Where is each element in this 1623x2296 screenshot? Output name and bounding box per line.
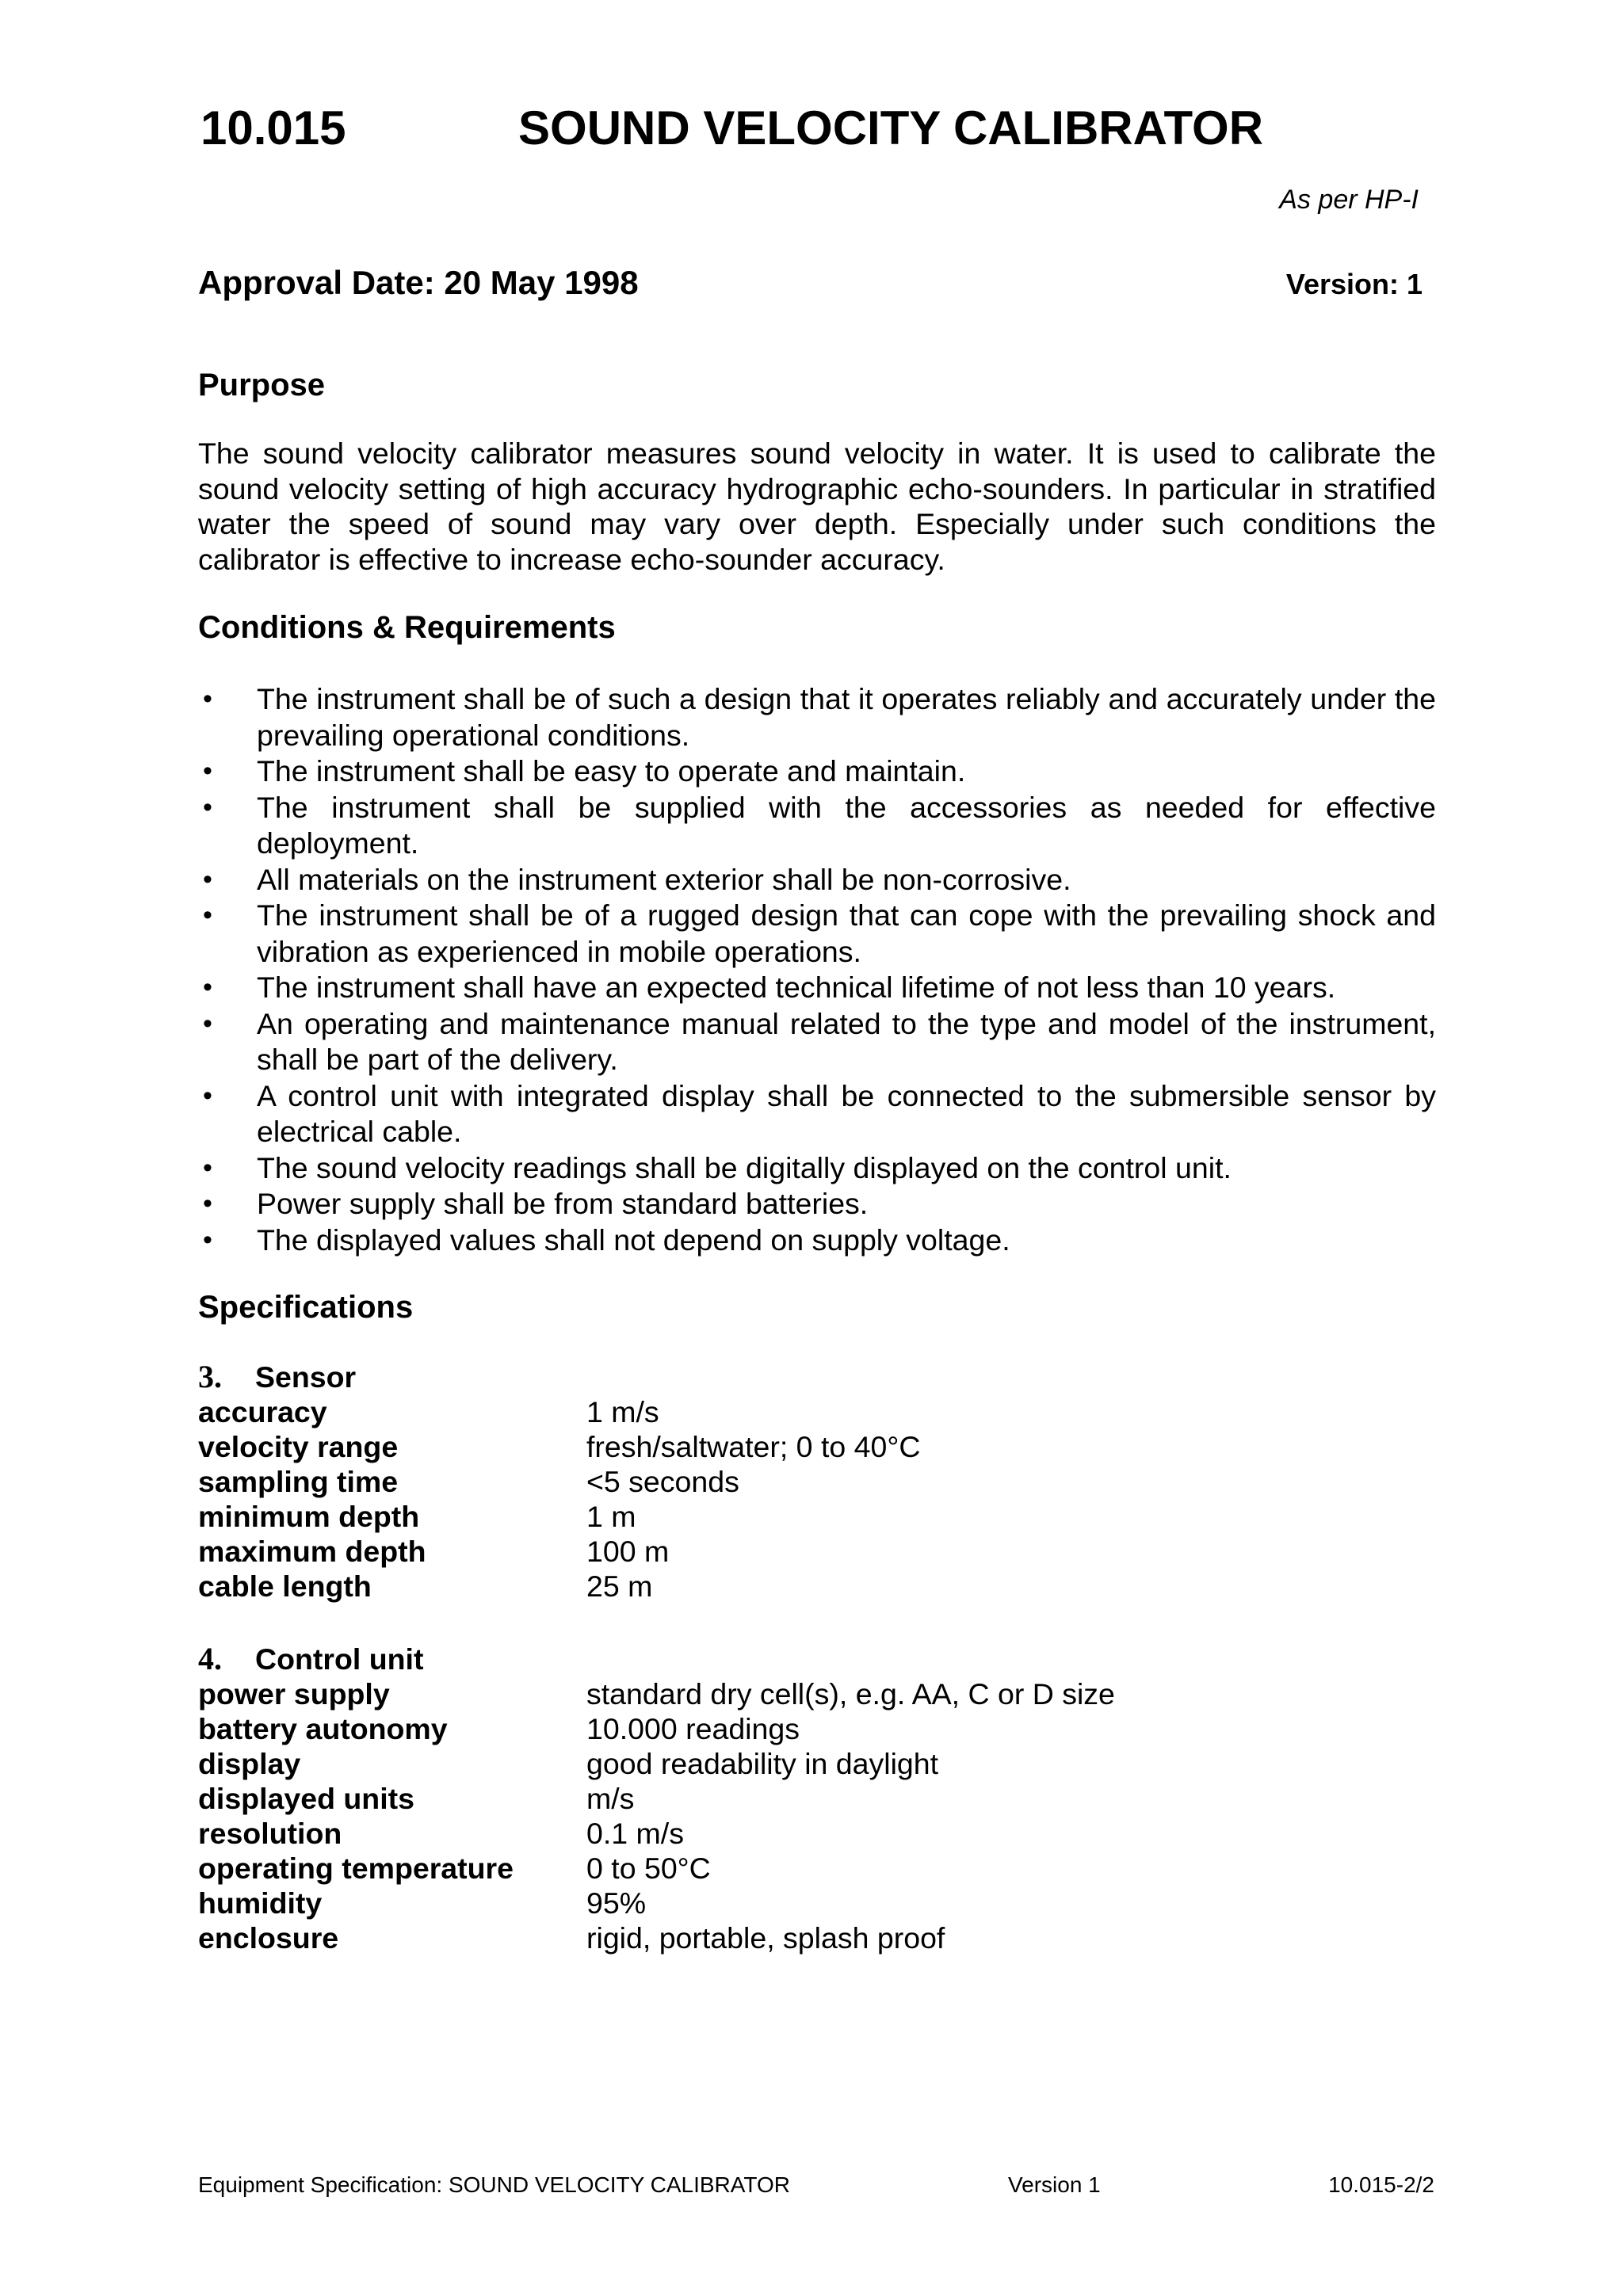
sensor-section-title: [198, 1360, 1436, 1394]
list-item-text: The instrument shall be of such a design that it operates reliably and accurately under the prevailing operational conditions.: [257, 682, 1436, 752]
bullet-icon: •: [203, 684, 212, 714]
spec-value: fresh/saltwater; 0 to 40°C: [586, 1430, 921, 1463]
list-item: [198, 1078, 1436, 1150]
approval-date: Approval Date: 20 May 1998: [198, 264, 639, 301]
purpose-heading: Purpose: [198, 368, 326, 402]
bullet-icon: •: [203, 1224, 212, 1255]
table-row: [198, 1534, 1436, 1569]
table-row: [198, 1711, 1436, 1746]
list-item-text: The sound velocity readings shall be digitally displayed on the control unit.: [257, 1150, 1232, 1184]
section-number: 3.: [198, 1359, 222, 1394]
spec-label: maximum depth: [198, 1535, 426, 1568]
list-item: [198, 1222, 1436, 1259]
conditions-list: [198, 681, 1436, 1258]
spec-value: 100 m: [586, 1535, 670, 1568]
table-row: [198, 1676, 1436, 1711]
section-title: Control unit: [255, 1642, 424, 1676]
purpose-paragraph: The sound velocity calibrator measures sound velocity in water. It is used to calibrate the sound velocity setting of high accuracy hydrographic echo-sounders. In particular in stratified water the speed of sound may vary over depth. Especially under such conditions the calibrator is effective to increase echo-sounder accuracy.: [198, 437, 1436, 576]
list-item-text: The instrument shall have an expected technical lifetime of not less than 10 years.: [257, 971, 1336, 1004]
spec-value: 25 m: [586, 1569, 653, 1603]
list-item: [198, 1006, 1436, 1078]
table-row: [198, 1781, 1436, 1816]
bullet-icon: •: [203, 972, 212, 1002]
list-item-text: The displayed values shall not depend on supply voltage.: [257, 1222, 1010, 1257]
sensor-spec-table: [198, 1360, 1436, 1604]
spec-label: velocity range: [198, 1430, 399, 1463]
table-row: [198, 1851, 1436, 1886]
control-unit-spec-table: [198, 1642, 1436, 1955]
spec-label: resolution: [198, 1817, 342, 1850]
bullet-icon: •: [203, 864, 212, 894]
specifications-heading: Specifications: [198, 1290, 414, 1325]
footer-page-number: 10.015-2/2: [1328, 2172, 1434, 2197]
section-number: 4.: [198, 1641, 222, 1676]
spec-label: minimum depth: [198, 1500, 420, 1533]
list-item: [198, 753, 1436, 790]
spec-label: cable length: [198, 1569, 372, 1603]
table-row: [198, 1569, 1436, 1604]
as-per-note: As per HP-I: [1279, 185, 1419, 215]
footer-left: Equipment Specification: SOUND VELOCITY CALIBRATOR: [198, 2172, 790, 2197]
section-title: Sensor: [255, 1360, 357, 1394]
list-item-text: The instrument shall be easy to operate and maintain.: [257, 754, 966, 788]
document-title: SOUND VELOCITY CALIBRATOR: [518, 101, 1264, 154]
control-unit-section-title: [198, 1642, 1436, 1676]
spec-value: 95%: [586, 1886, 647, 1920]
spec-value: 0.1 m/s: [586, 1817, 684, 1850]
list-item: [198, 1186, 1436, 1222]
table-row: [198, 1464, 1436, 1499]
spec-label: sampling time: [198, 1465, 399, 1498]
table-row: [198, 1816, 1436, 1851]
list-item: [198, 898, 1436, 970]
spec-label: enclosure: [198, 1921, 339, 1955]
bullet-icon: •: [203, 791, 212, 822]
list-item: [198, 970, 1436, 1006]
bullet-icon: •: [203, 1008, 212, 1039]
bullet-icon: •: [203, 1188, 212, 1219]
list-item: [198, 681, 1436, 753]
spec-label: displayed units: [198, 1782, 414, 1815]
table-row: [198, 1886, 1436, 1920]
spec-value: 1 m/s: [586, 1395, 659, 1428]
spec-label: accuracy: [198, 1395, 327, 1428]
table-row: [198, 1746, 1436, 1781]
bullet-icon: •: [203, 900, 212, 930]
spec-label: operating temperature: [198, 1852, 514, 1885]
spec-value: 0 to 50°C: [586, 1852, 711, 1885]
document-number: 10.015: [200, 101, 346, 154]
table-row: [198, 1429, 1436, 1464]
spec-value: 10.000 readings: [586, 1712, 800, 1745]
version-label: Version: 1: [1285, 268, 1423, 300]
bullet-icon: •: [203, 756, 212, 786]
list-item-text: An operating and maintenance manual related to the type and model of the instrument, shall be part of the delivery.: [257, 1006, 1436, 1076]
table-row: [198, 1499, 1436, 1534]
spec-value: standard dry cell(s), e.g. AA, C or D size: [586, 1677, 1115, 1711]
bullet-icon: •: [203, 1080, 212, 1111]
spec-value: rigid, portable, splash proof: [586, 1921, 945, 1955]
list-item: [198, 1150, 1436, 1187]
footer-version: Version 1: [1008, 2172, 1101, 2197]
list-item-text: Power supply shall be from standard batteries.: [257, 1187, 869, 1220]
table-row: [198, 1920, 1436, 1955]
spec-label: humidity: [198, 1886, 323, 1920]
bullet-icon: •: [203, 1152, 212, 1183]
spec-label: display: [198, 1747, 301, 1780]
conditions-heading: Conditions & Requirements: [198, 610, 616, 645]
list-item: [198, 862, 1436, 898]
table-row: [198, 1394, 1436, 1429]
spec-value: <5 seconds: [586, 1465, 739, 1498]
list-item-text: A control unit with integrated display shall be connected to the submersible sensor by electrical cable.: [257, 1078, 1436, 1148]
list-item-text: The instrument shall be supplied with the accessories as needed for effective deployment.: [257, 790, 1436, 860]
spec-value: 1 m: [586, 1500, 636, 1533]
spec-value: m/s: [586, 1782, 635, 1815]
spec-value: good readability in daylight: [586, 1747, 939, 1780]
list-item-text: All materials on the instrument exterior shall be non-corrosive.: [257, 862, 1071, 896]
list-item: [198, 790, 1436, 862]
spec-label: battery autonomy: [198, 1712, 448, 1745]
list-item-text: The instrument shall be of a rugged design that can cope with the prevailing shock and vibration as experienced in mobile operations.: [257, 898, 1436, 968]
spec-label: power supply: [198, 1677, 390, 1711]
